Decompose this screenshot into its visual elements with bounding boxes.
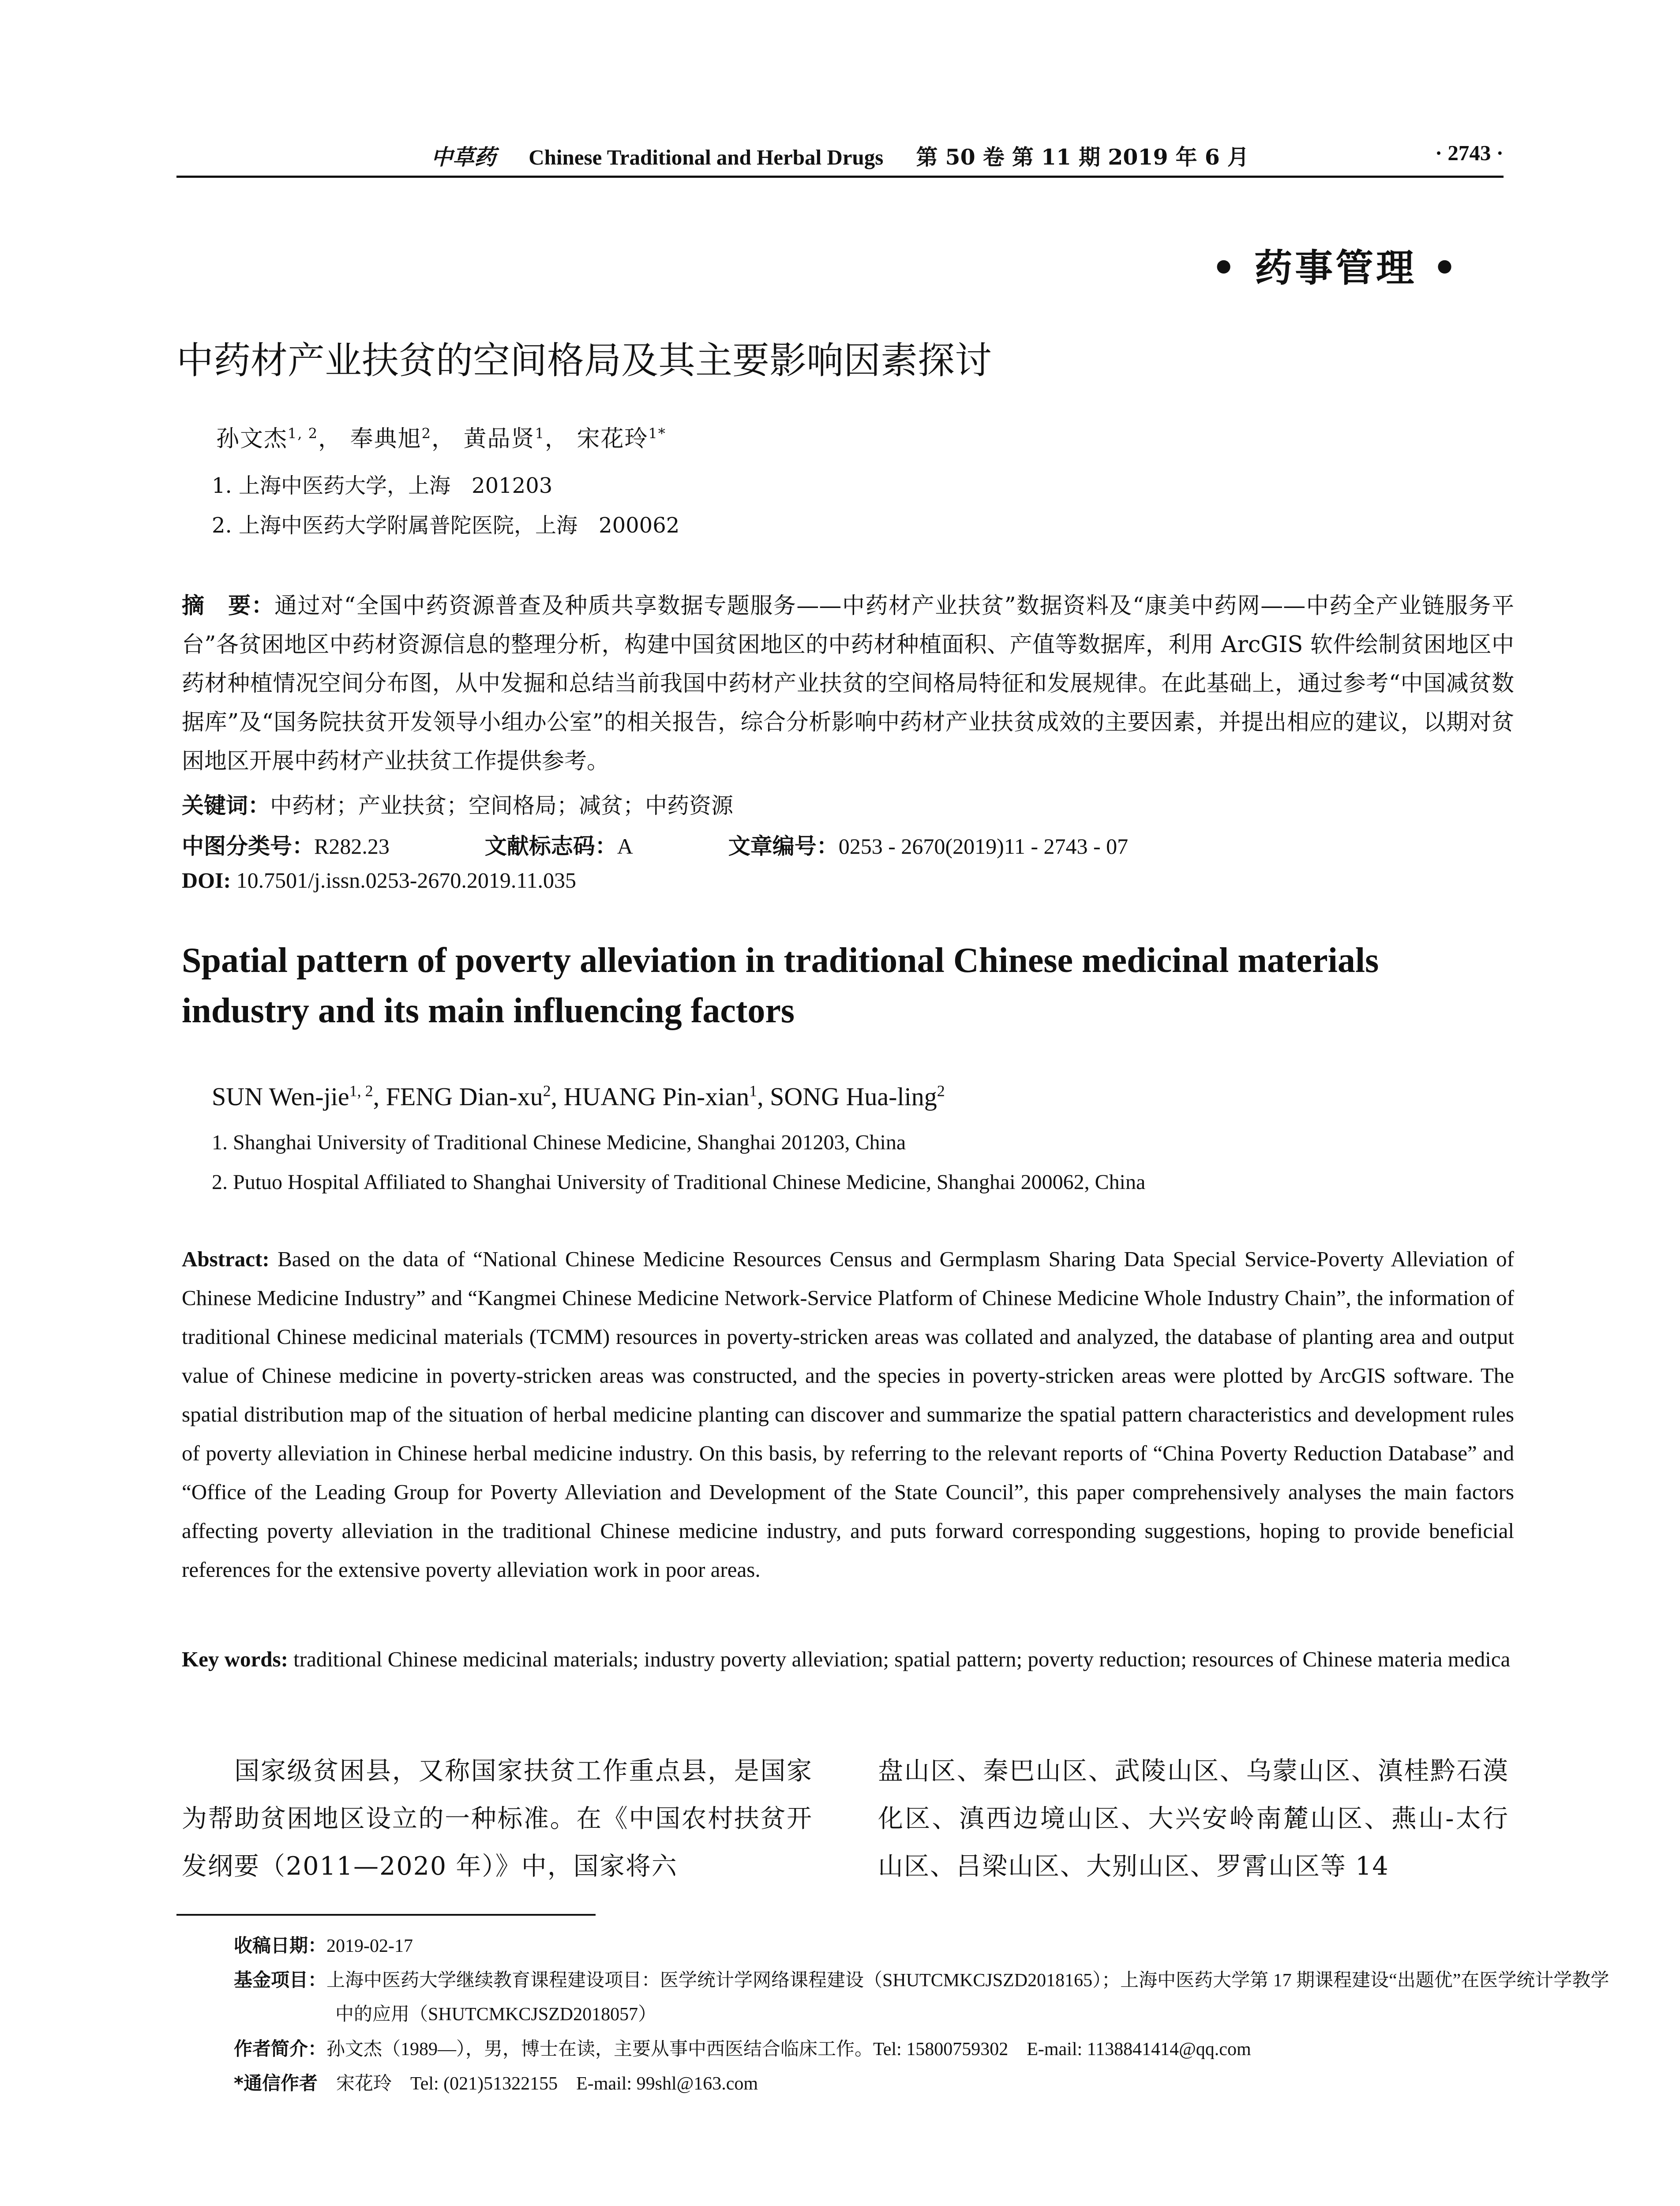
header-rule — [176, 176, 1504, 178]
en-author: HUANG Pin-xian$^1$, — [563, 1082, 770, 1111]
journal-en-name: Chinese Traditional and Herbal Drugs — [529, 145, 884, 169]
en-author: FENG Dian-$xu^2$, — [386, 1082, 564, 1111]
en-affiliation-1: 1. Shanghai University of Traditional Chinese Medicine, Shanghai 201203, China — [212, 1131, 906, 1154]
en-abstract-text: Based on the data of “National Chinese Medicine Resources Census and Germplasm Sharing Data Special Service-Poverty Alleviation of Chinese Medicine Industry” and “Kangmei Chinese Medicine Network-Service Platform of Chinese Medicine Whole Industry Chain”, the information of traditional Chinese medicinal materials (TCMM) resources in poverty-stricken areas was collated and analyzed, the database of planting area and output value of Chinese medicine in poverty-stricken areas was constructed, and the species in poverty-stricken areas were plotted by ArcGIS software. The spatial distribution map of the situation of herbal medicine planting can discover and summarize the spatial pattern characteristics and development rules of poverty alleviation in Chinese herbal medicine industry. On this basis, by referring to the relevant reports of “China Poverty Reduction Database” and “Office of the Leading Group for Poverty Alleviation and Development of the State Council”, this paper comprehensively analyses the main factors affecting poverty alleviation in the traditional Chinese medicine industry, and puts forward corresponding suggestions, hoping to provide beneficial references for the extensive poverty alleviation work in poor areas. — [182, 1247, 1515, 1582]
cn-author: 黄品贤$^1$， — [463, 425, 569, 452]
doc-code-label: 文献标志码： — [484, 833, 617, 859]
cn-author: 孙文杰$^{1, 2}$， — [216, 425, 342, 452]
en-keywords-text: traditional Chinese medicinal materials; industry poverty alleviation; spatial pattern; poverty reduction; resources of Chinese materia medica — [293, 1647, 1511, 1671]
cn-abstract — [182, 587, 1514, 781]
doc-code-value: A — [617, 834, 633, 859]
cn-affiliation-1: 1. 上海中医药大学，上海 201203 — [212, 473, 553, 498]
issue-info: 第 50 卷 第 11 期 2019 年 6 月 — [916, 144, 1249, 170]
cn-keywords — [182, 788, 733, 820]
body-left-column: 国家级贫困县，又称国家扶贫工作重点县，是国家为帮助贫困地区设立的一种标准。在《中国农村扶贫开发纲要（2011—2020 年）》中，国家将六 — [182, 1756, 813, 1881]
cn-classification — [182, 829, 1128, 860]
page-number: · 2743 · — [1435, 141, 1504, 165]
en-author: SUN Wen-jie$^{1, 2}$, — [212, 1082, 386, 1111]
footnote-received — [234, 1929, 1513, 1963]
cn-keywords-text: 中药材；产业扶贫；空间格局；减贫；中药资源 — [270, 793, 733, 818]
en-author: SONG Hua-ling$^2$ — [770, 1082, 945, 1111]
article-no-value: 0253 - 2670(2019)11 - 2743 - 07 — [838, 834, 1129, 859]
en-keywords — [182, 1640, 1514, 1679]
en-abstract — [182, 1240, 1514, 1589]
cn-authors — [216, 420, 666, 453]
footnote-rule — [176, 1914, 596, 1916]
section-tag: • 药事管理 • — [1211, 246, 1459, 290]
cn-affiliation-2: 2. 上海中医药大学附属普陀医院，上海 200062 — [212, 513, 680, 538]
cn-title: 中药材产业扶贫的空间格局及其主要影响因素探讨 — [176, 339, 992, 382]
footnote-label: 收稿日期： — [234, 1935, 327, 1956]
footnote-label: 基金项目： — [234, 1969, 327, 1991]
footnote-text: 2019-02-17 — [326, 1936, 413, 1956]
footnote-label: *通信作者 — [234, 2072, 318, 2094]
clc-value: R282.23 — [314, 834, 390, 859]
cn-keywords-label: 关键词： — [182, 793, 270, 818]
footnote-corresponding — [234, 2067, 1513, 2101]
footnote-author-bio — [234, 2032, 1513, 2066]
doi-line — [182, 867, 576, 893]
cn-author: 宋花玲$^{1*}$ — [577, 425, 666, 452]
en-title: Spatial pattern of poverty alleviation in traditional Chinese medicinal materials industry and its main influencing factors — [182, 941, 1379, 1030]
footnote-funding — [234, 1963, 1615, 2031]
cn-abstract-label: 摘 要： — [182, 593, 275, 619]
footnote-label: 作者简介： — [234, 2038, 327, 2060]
en-abstract-label: Abstract: — [182, 1247, 270, 1271]
clc-label: 中图分类号： — [182, 833, 314, 859]
article-no-label: 文章编号： — [728, 833, 839, 859]
footnote-text: 孙文杰（1989—），男，博士在读，主要从事中西医结合临床工作。Tel: 15800759302 E-mail: 1138841414@qq.com — [326, 2039, 1251, 2060]
cn-author: 奉典旭$^2$， — [350, 425, 456, 452]
en-authors — [212, 1082, 945, 1111]
cn-abstract-text: 通过对“全国中药资源普查及种质共享数据专题服务——中药材产业扶贫”数据资料及“康美中药网——中药全产业链服务平台”各贫困地区中药材资源信息的整理分析，构建中国贫困地区的中药材种植面积、产值等数据库，利用 ArcGIS 软件绘制贫困地区中药材种植情况空间分布图，从中发掘和总结当前我国中药材产业扶贫的空间格局特征和发展规律。在此基础上，通过参考“中国减贫数据库”及“国务院扶贫开发领导小组办公室”的相关报告，综合分析影响中药材产业扶贫成效的主要因素，并提出相应的建议，以期对贫困地区开展中药材产业扶贫工作提供参考。 — [182, 593, 1514, 774]
en-keywords-label: Key words: — [182, 1647, 288, 1671]
doi-label: DOI: — [182, 868, 231, 893]
footnote-text: 宋花玲 Tel: (021)51322155 E-mail: 99shl@163.com — [317, 2074, 758, 2094]
doi-value[interactable]: 10.7501/j.issn.0253-2670.2019.11.035 — [236, 868, 576, 893]
footnote-text: 上海中医药大学继续教育课程建设项目：医学统计学网络课程建设（SHUTCMKCJSZD2018165）；上海中医药大学第 17 期课程建设“出题优”在医学统计学教学中的应用（SHUTCMKCJSZD2018057） — [326, 1970, 1609, 2025]
journal-info — [176, 140, 1504, 171]
journal-cn-name: 中草药 — [431, 145, 496, 170]
en-affiliation-2: 2. Putuo Hospital Affiliated to Shanghai University of Traditional Chinese Medicine, Shanghai 200062, China — [212, 1171, 1146, 1194]
running-header — [176, 140, 1504, 176]
body-right-column: 盘山区、秦巴山区、武陵山区、乌蒙山区、滇桂黔石漠化区、滇西边境山区、大兴安岭南麓山区、燕山-太行山区、吕梁山区、大别山区、罗霄山区等 14 — [878, 1756, 1509, 1881]
